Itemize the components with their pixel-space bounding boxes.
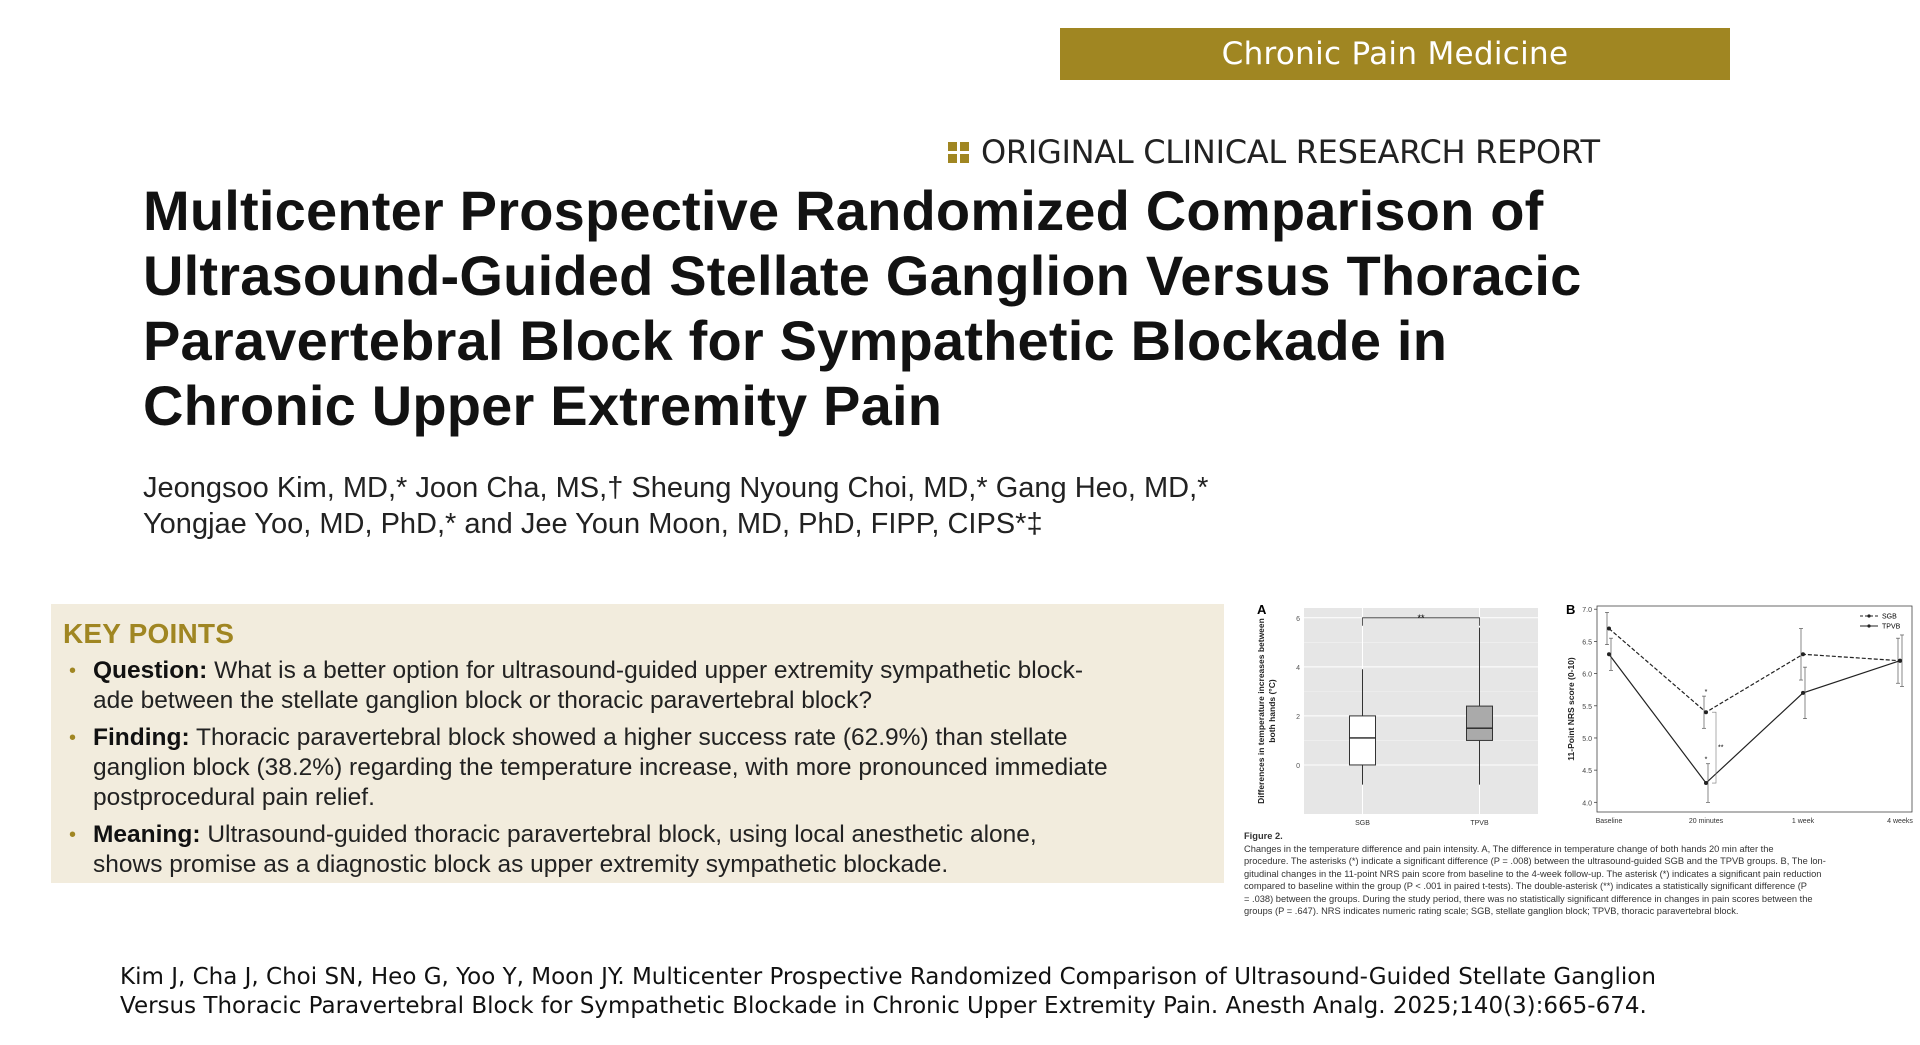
y-tick-label: 4: [1296, 664, 1300, 672]
y-axis-label: Differences in temperature increases betweenboth hands (°C): [1256, 618, 1277, 804]
key-point-label: Finding:: [93, 724, 190, 751]
key-point-label: Question:: [93, 657, 208, 684]
y-tick-label: 5.5: [1582, 703, 1592, 711]
x-tick-label: 1 week: [1791, 818, 1815, 825]
key-point-meaning: [63, 820, 1212, 880]
significance-marker: **: [1417, 612, 1425, 623]
author-line: Jeongsoo Kim, MD,* Joon Cha, MS,† Sheung Nyoung Choi, MD,* Gang Heo, MD,*: [143, 472, 1209, 504]
key-point-finding: [63, 723, 1212, 813]
y-tick-label: 0: [1296, 762, 1300, 770]
journal-name: Chronic Pain Medicine: [1221, 36, 1569, 72]
key-point-text: ganglion block (38.2%) regarding the temperature increase, with more pronounced immediate: [93, 754, 1108, 781]
author-line: Yongjae Yoo, MD, PhD,* and Jee Youn Moon, MD, PhD, FIPP, CIPS*‡: [143, 508, 1043, 540]
title-line: Chronic Upper Extremity Pain: [143, 374, 943, 437]
panel-label: B: [1566, 602, 1576, 617]
report-type-text: ORIGINAL CLINICAL RESEARCH REPORT: [981, 133, 1600, 171]
author-list: [143, 470, 1443, 542]
legend-marker: [1867, 624, 1870, 627]
title-line: Paravertebral Block for Sympathetic Blockade in: [143, 309, 1448, 372]
figure-2-charts: [1244, 600, 1914, 830]
citation-line: Kim J, Cha J, Choi SN, Heo G, Yoo Y, Moon JY. Multicenter Prospective Randomized Comparison of Ultrasound-Guided Stellate Ganglion: [120, 964, 1656, 990]
data-point: [1607, 652, 1611, 656]
key-point-text: postprocedural pain relief.: [93, 784, 375, 811]
y-tick-label: 6.5: [1582, 639, 1592, 647]
caption-text: groups (P = .647). NRS indicates numeric rating scale; SGB, stellate ganglion block; TPVB, thoracic paravertebral block.: [1244, 906, 1739, 916]
report-type-label: [948, 130, 1600, 174]
key-point-text: shows promise as a diagnostic block as upper extremity sympathetic blockade.: [93, 851, 949, 878]
y-tick-label: 5.0: [1582, 735, 1592, 743]
key-points-list: [63, 656, 1212, 880]
key-point-text: Thoracic paravertebral block showed a higher success rate (62.9%) than stellate: [195, 724, 1068, 751]
data-point: [1704, 781, 1708, 785]
key-points-box: [51, 604, 1224, 883]
plot-frame: [1597, 606, 1912, 812]
title-line: Multicenter Prospective Randomized Comparison of: [143, 179, 1544, 242]
citation-line: Versus Thoracic Paravertebral Block for Sympathetic Blockade in Chronic Upper Extremity Pain. Anesth Analg. 2025;140(3):665-674.: [120, 993, 1647, 1019]
y-tick-label: 4.5: [1582, 768, 1592, 776]
x-tick-label: TPVB: [1470, 820, 1489, 827]
key-points-heading: KEY POINTS: [63, 618, 235, 649]
y-tick-label: 2: [1296, 713, 1300, 721]
y-axis-label: 11-Point NRS score (0-10): [1566, 657, 1576, 761]
caption-text: gitudinal changes in the 11-point NRS pain score from baseline to the 4-week follow-up. The asterisk (*) indicates a significant pain reduction: [1244, 868, 1822, 879]
data-point: [1801, 652, 1805, 656]
legend-label: SGB: [1882, 613, 1897, 621]
key-point-question: [63, 656, 1212, 716]
plot-background: [1304, 608, 1538, 814]
significance-marker: *: [1704, 689, 1708, 697]
x-tick-label: 20 minutes: [1688, 818, 1724, 825]
citation: [120, 963, 1880, 1021]
data-point: [1607, 627, 1611, 631]
caption-text: Changes in the temperature difference and pain intensity. A, The difference in temperature change of both hands 20 min after the: [1244, 843, 1774, 854]
key-point-text: ade between the stellate ganglion block or thoracic paravertebral block?: [93, 687, 873, 714]
caption-label: Figure 2.: [1244, 831, 1283, 841]
key-point-text: Ultrasound-guided thoracic paravertebral block, using local anesthetic alone,: [207, 821, 1037, 848]
data-point: [1704, 710, 1708, 714]
key-point-text: What is a better option for ultrasound-guided upper extremity sympathetic block-: [214, 657, 1083, 684]
y-tick-label: 6.0: [1582, 671, 1592, 679]
legend-marker: [1867, 614, 1870, 617]
panel-label: A: [1257, 602, 1267, 617]
x-tick-label: SGB: [1355, 820, 1370, 827]
significance-marker: **: [1718, 744, 1724, 752]
square-grid-icon: [948, 142, 969, 163]
y-tick-label: 6: [1296, 615, 1300, 623]
box: [1467, 706, 1493, 740]
figure-caption: [1244, 830, 1912, 918]
x-tick-label: Baseline: [1595, 818, 1623, 825]
caption-text: = .038) between the groups. During the study period, there was no statistically significant difference in changes in pain scores between the: [1244, 893, 1813, 904]
significance-marker: *: [1704, 756, 1708, 764]
key-point-label: Meaning:: [93, 821, 201, 848]
data-point: [1898, 659, 1902, 663]
journal-banner: [1060, 28, 1730, 80]
caption-text: compared to baseline within the group (P < .001 in paired t-tests). The double-asterisk (**) indicates a statistically significant difference (P: [1244, 881, 1808, 891]
y-tick-label: 7.0: [1582, 607, 1592, 615]
title-line: Ultrasound-Guided Stellate Ganglion Versus Thoracic: [143, 244, 1582, 307]
y-tick-label: 4.0: [1582, 800, 1592, 808]
data-point: [1801, 691, 1805, 695]
box: [1350, 716, 1376, 765]
caption-text: procedure. The asterisks (*) indicate a significant difference (P = .008) between the ultrasound-guided SGB and the TPVB groups. B, The lon-: [1244, 856, 1826, 866]
article-title: [143, 178, 1623, 438]
x-tick-label: 4 weeks: [1887, 818, 1913, 825]
legend-label: TPVB: [1882, 623, 1901, 631]
